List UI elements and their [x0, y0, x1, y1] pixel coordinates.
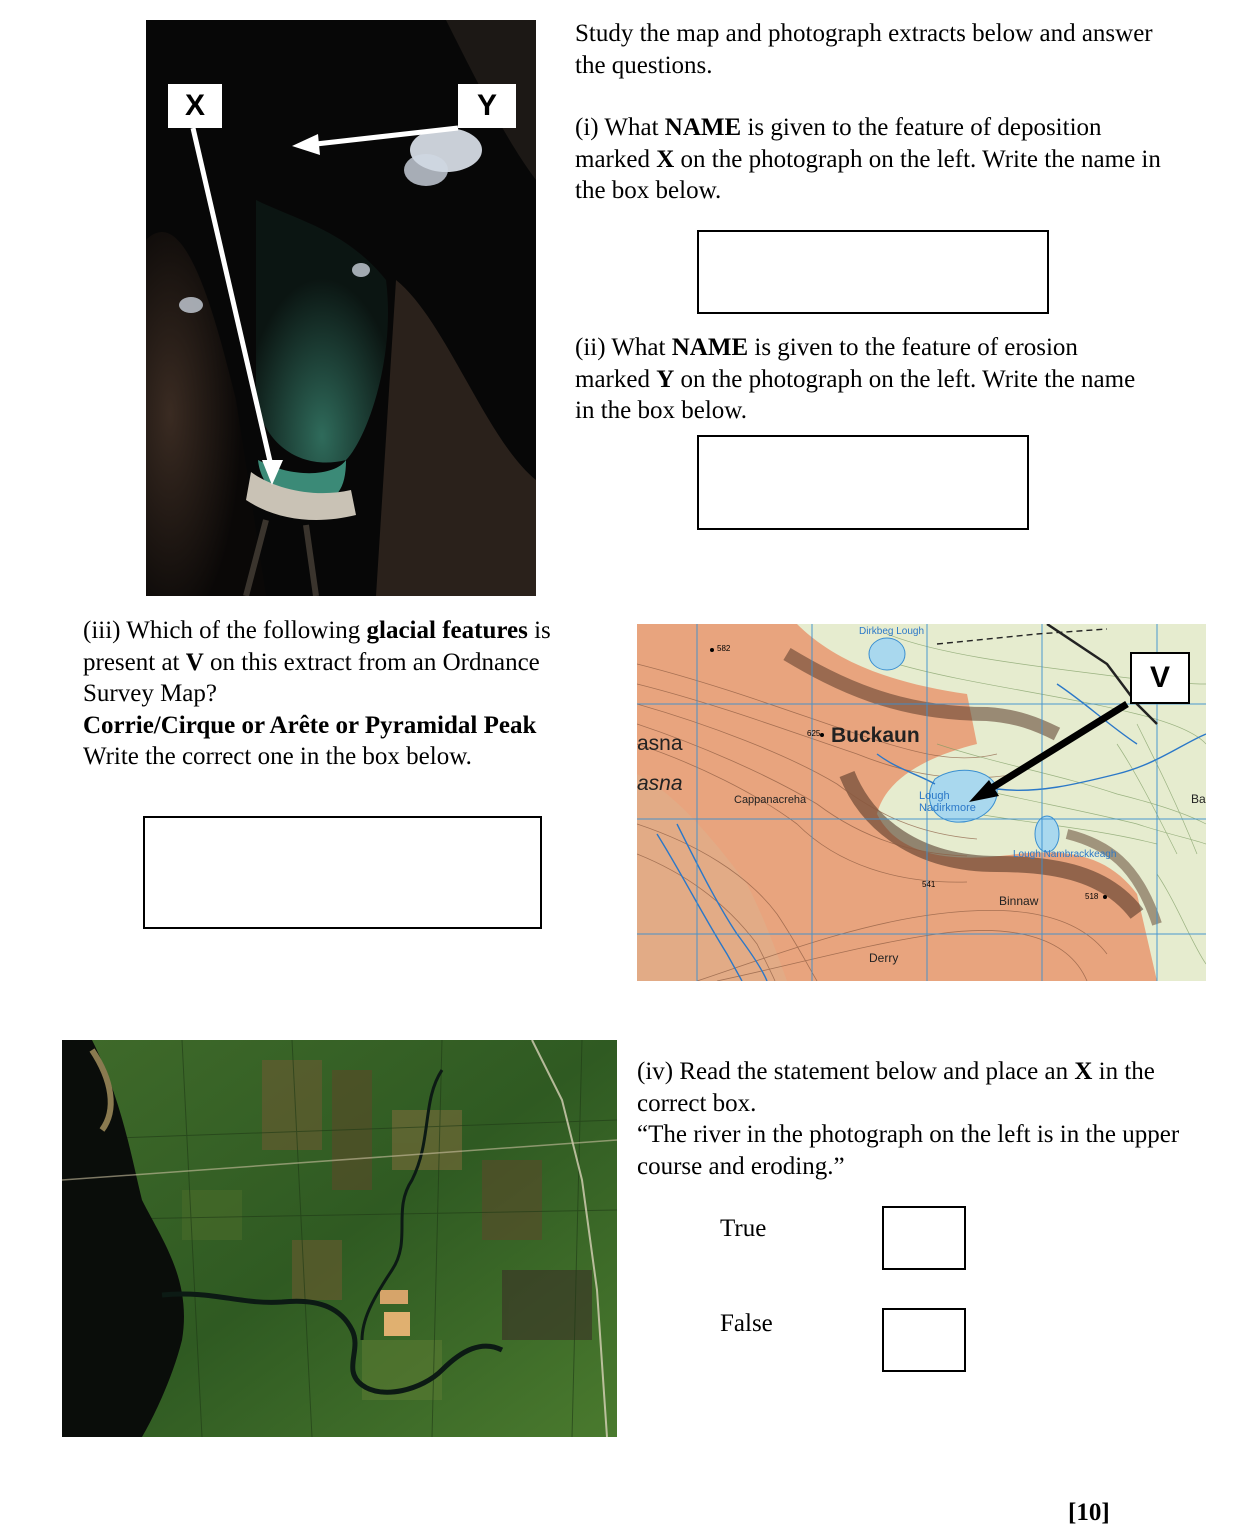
question-4-statement: “The river in the photograph on the left is in the upper course and eroding.” [637, 1121, 1180, 1180]
label-x: X [184, 89, 205, 122]
river-photograph [62, 1040, 617, 1437]
question-4: (iv) Read the statement below and place an X in the correct box. “The river in the photograph on the left is in the upper course and eroding.” [637, 1058, 1180, 1180]
question-3: (iii) Which of the following glacial features is present at V on this extract from an Ordnance Survey Map? Corrie/Cirque or Arête or Pyramidal Peak Write the correct one in the box below. [83, 617, 551, 770]
map-label-binnaw: Binnaw [999, 894, 1039, 908]
map-label-asna-1: asna [637, 732, 683, 755]
map-label-derry: Derry [869, 951, 899, 965]
question-3-instruction: Write the correct one in the box below. [83, 743, 472, 770]
answer-box-2[interactable] [697, 435, 1029, 530]
map-spot-518: 518 [1085, 892, 1099, 901]
true-checkbox[interactable] [882, 1206, 966, 1270]
label-y: Y [476, 89, 497, 122]
label-v: V [1149, 661, 1170, 694]
map-label-buckaun: Buckaun [831, 724, 920, 747]
true-label: True [720, 1215, 767, 1242]
map-spot-625: 625 [807, 729, 821, 738]
label-y-box [458, 84, 516, 128]
question-1: (i) What NAME is given to the feature of deposition marked X on the photograph on the left. Write the name in the box below. [575, 114, 1161, 204]
answer-box-1[interactable] [697, 230, 1049, 314]
map-spot-541: 541 [922, 880, 936, 889]
question-2: (ii) What NAME is given to the feature of erosion marked Y on the photograph on the left. Write the name in the box below. [575, 334, 1136, 424]
map-label-lough-1: Lough [919, 790, 950, 802]
map-label-cappanacreha: Cappanacreha [734, 794, 807, 806]
intro-text: Study the map and photograph extracts below and answer the questions. [575, 20, 1153, 79]
map-label-ba: Ba [1191, 792, 1206, 806]
corrie-photograph [146, 20, 536, 596]
label-v-box [1130, 652, 1190, 704]
map-spot-582: 582 [717, 644, 731, 653]
label-x-box [168, 84, 222, 128]
false-label: False [720, 1310, 773, 1337]
map-label-asna-2: asna [637, 772, 683, 795]
map-label-lough-2: Nadirkmore [919, 802, 976, 814]
total-marks: [10] [1068, 1499, 1110, 1526]
question-3-options: Corrie/Cirque or Arête or Pyramidal Peak [83, 711, 537, 739]
ordnance-survey-map [637, 624, 1206, 981]
map-label-dirkbeg: Dirkbeg Lough [859, 626, 925, 637]
answer-box-3[interactable] [143, 816, 542, 929]
false-checkbox[interactable] [882, 1308, 966, 1372]
map-label-nambrackkeagh: Lough Nambrackkeagh [1013, 849, 1117, 860]
